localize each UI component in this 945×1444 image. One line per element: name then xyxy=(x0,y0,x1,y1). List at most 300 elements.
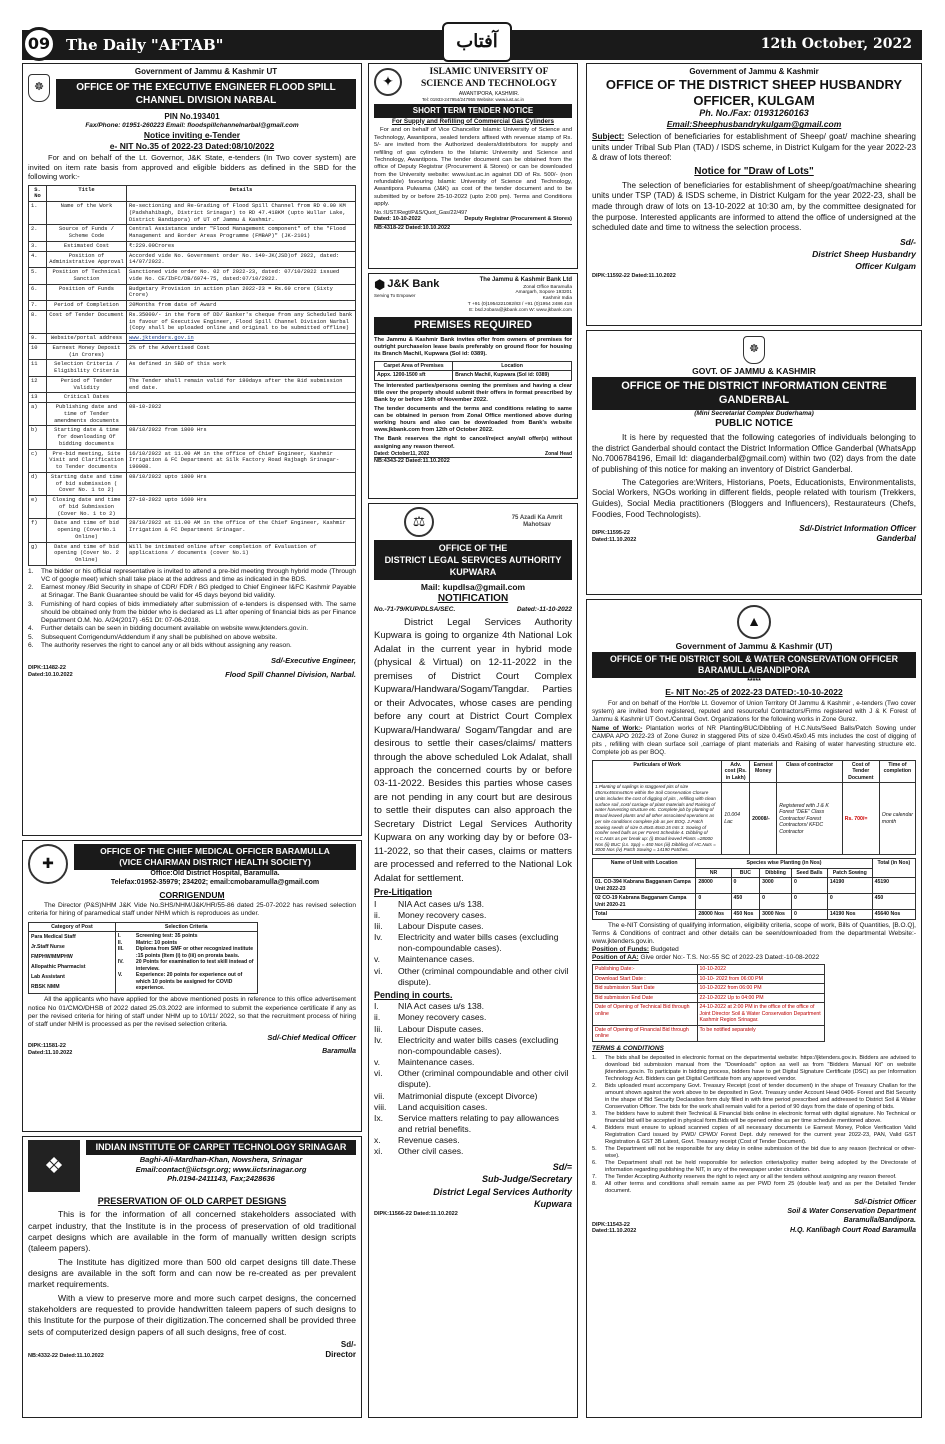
cell-sno: 4. xyxy=(29,251,47,268)
premises-table xyxy=(374,361,572,381)
signature-2: Flood Spill Channel Division, Narbal. xyxy=(225,669,356,679)
mail: Mail: kupdlsa@gmail.com xyxy=(420,582,526,593)
species-col: Dibbling xyxy=(760,868,792,878)
cell-title: Position of Funds xyxy=(47,284,127,301)
body-text: All the applicants who have applied for the above mentioned posts in reference to this office advertisement notice No 01/CMO/DHSB of 2022 dated 25.03.2022 are informed to submit the experience certificate if any as per the revised criteria for hiring of staff under NHM up to 10/11/ 2022, so that the recruitment process of hiring of staff under NHM is processed as per the revised selection criteria. xyxy=(28,996,356,1029)
body-text: District Legal Services Authority Kupwara is going to organize 4th National Lok Adalat in the current year in hybrid mode (physical & Virtual) on 12-11-2022 in the premises of District Court Complex Kupwara/Handwara/Sogam/Tangdar. Parties or their Advocates, whose cases are pending before any court at District Court Complex Kupwara/Handwara/ Sogam/Tangdar and are desirous to settle their cases/claims/ matters through the above scheduled Lok Adalat, shall approach the concerned courts by or before 03-11-2022. Besides this parties whose cases are not pending in any court but are desirous to settle their disputes can also approach the Secretary District Legal Services Authority Kupwara on any working day by or before 03-11-2022, so that their cases, claims or matters are processed and referred to the National Lok Adalat for settlement. xyxy=(374,616,572,884)
item-text: Money recovery cases. xyxy=(398,909,487,920)
table-cell: 28000 xyxy=(696,878,731,894)
azadi-logo: 75 Azadi Ka Amrit Mahotsav xyxy=(511,514,563,528)
cell-details: Rs.35000/- in the form of DD/ Banker's cheque from any Scheduled bank in favour of Executive Engineer, Flood Spill Channel Division Narbal (Copy shall be uploaded online and original to be submitted offline) xyxy=(127,310,356,333)
office-title xyxy=(74,844,356,870)
para-4: The Bank reserves the right to cancel/reject any/all offer(s) without assigning any reason thereof. xyxy=(374,436,572,450)
pre-litigation-title: Pre-Litigation xyxy=(374,887,432,898)
table-cell: 3000 Nos xyxy=(760,910,792,920)
item-text: Furnishing of hard copies of bids immediately after submission of e-tenders is dispensed with. The same should be obtained only from the bidder who is declared as L1 after opening of financial bids as per Finance Department O.M. No. A/24(2017) -651 Dt: 07-06-2018. xyxy=(41,600,356,625)
email-line: Email:contact@iictsgr.org; www.iictsrinagar.org xyxy=(135,1164,307,1174)
paper-name: The Daily "AFTAB" xyxy=(66,35,224,54)
item-number: ii. xyxy=(374,1012,381,1023)
office-title: OFFICE OF THE DISTRICT INFORMATION CENTRE GANDERBAL xyxy=(592,377,916,411)
schedule-label: Download Start Date : xyxy=(593,974,698,984)
list-item xyxy=(374,1024,572,1035)
cell-title: Starting date and time of bid submission ( Cover No. 1 to 2) xyxy=(47,472,127,495)
signature-4: H.Q. Kanlibagh Court Road Baramulla xyxy=(789,1226,916,1234)
item-number: vii. xyxy=(374,1090,385,1101)
aa-label: Position of AA: xyxy=(592,954,639,962)
species-col: Seed Balls xyxy=(792,868,828,878)
cell-sno: g) xyxy=(29,542,47,565)
list-item xyxy=(28,642,356,650)
bank-phone: T +91 (0)1954221082/83 / +91 (0)1954 2486 418 xyxy=(467,302,572,308)
cell-details: Budgetary Provision in action plan 2022-23 = Rs.60 crore (Sixty Crore) xyxy=(127,284,356,301)
td-class: Registered with J & K Forest "DEE" Class Contractor/ Forest Contractors/ KFDC Contractor xyxy=(777,783,842,855)
item-number: I. xyxy=(374,1001,379,1012)
item-text: The Department shall not be held responsible for selection criteria/policy matter being adopted by the Directorate of information regarding publishing the NIT, in any of the newspaper under circulation. xyxy=(605,1159,916,1173)
td-particulars: 1.Planting of saplings in staggered pits of size 45cmx45cmx45cm within the Soil Conservation Closure Units includes the cost of digging of pits , refilling with clean surface soil ,cost/ carriage of plant materials and Raising of water harvesting structure etc. Complete job by planting of Broad leaved plants and all other associated operations as per site conditions complete job as per BOQ. 2.Patch Sowing seeds of size 0.45x0.45x0.15 mts 3. Sowing of conifer seed balls as per Forest Schedule 4. Dibbling of H.C.Nuts as per break up: (i) Broad leaved Plants =28000 Nos (ii) BUC (Ls. Spp) = 450 Nos (iii) Dibbling of HC.Nuts = 3000 Nos (iv) Patch Sowing = 14190 Patches. xyxy=(593,783,722,855)
dipk-number: DIPK:11482-22 xyxy=(28,665,66,672)
dated: Dated:11.10.2022 xyxy=(592,1228,637,1235)
cell-sno: 13 xyxy=(29,393,47,403)
phone-line: Ph.0194-2411143, Fax;2428636 xyxy=(167,1174,275,1183)
para-3: The tender documents and the terms and conditions relating to same can be obtained in person from Zonal Office mentioned above during working hours and also can be downloaded from Bank's website www.jkbank.com from 12th of October 2022. xyxy=(374,405,572,434)
list-item xyxy=(28,625,356,633)
item-text: Land acquisition cases. xyxy=(398,1101,488,1112)
table-cell: 0 xyxy=(731,878,760,894)
cell-details: 20Months from date of Award xyxy=(127,301,356,311)
criteria-text: Diploma from SMF or other recognized institute :15 points (Item (i) to (iii) on prorata basis. xyxy=(135,946,254,959)
work-label: Name of Work:- xyxy=(592,725,643,733)
list-item xyxy=(592,1181,916,1195)
item-number: I xyxy=(374,898,377,909)
bank-tagline: Serving To Empower xyxy=(374,293,416,299)
list-item xyxy=(374,910,572,921)
table-row xyxy=(29,376,356,393)
table-cell: 0 xyxy=(696,894,731,910)
cell-sno: 8. xyxy=(29,310,47,333)
item-text: The Department will not be responsible for any delay in online submission of the bid due to any reason (technical or other-wise). xyxy=(605,1145,916,1159)
cell-details: 08/10/2022 from 1800 Hrs xyxy=(127,426,356,449)
list-item xyxy=(374,1057,572,1068)
td-doc-cost: Rs. 700/= xyxy=(842,783,879,855)
list-item xyxy=(28,601,356,626)
item-number: Iv. xyxy=(374,932,383,943)
para-1: This is for the information of all concerned stakeholders associated with carpet industry, that the Institute is in the process of preservation of old traditional carpet designs which are available in the form of manually written design scripts (taleem papers). xyxy=(28,1209,356,1254)
para-2: The Institute has digitized more than 500 old carpet designs till date.These designs are available in the soft form and can now be re-created as per prevalent market requirements. xyxy=(28,1256,356,1290)
ad-cmo-baramulla xyxy=(22,840,362,1132)
item-number: Ix. xyxy=(374,1112,384,1123)
schedule-value: 10-10-2022 from 06:00 PM xyxy=(697,984,825,994)
criteria-text: Experience: 20 points for experience out of which 10 points be assigned for COVID experience. xyxy=(135,972,243,992)
univ-contact: Tel: 01933-247954/247955 Website: www.iust.ac.in xyxy=(422,97,524,102)
cell-title: Name of the Work xyxy=(47,202,127,225)
forest-seal-icon: ▲ xyxy=(737,605,771,639)
cell-sno: c) xyxy=(29,449,47,472)
td-carpet-area: Appx. 1200-1500 sft xyxy=(375,371,453,381)
item-text: Other (criminal compoundable and other civil dispute). xyxy=(398,1068,569,1090)
item-number: 3. xyxy=(592,1110,597,1117)
post-item: Lab Assistant xyxy=(31,973,65,980)
bank-name: The Jammu & Kashmir Bank Ltd xyxy=(479,277,572,283)
cell-title: Estimated Cost xyxy=(47,241,127,251)
td-location: Branch Machil, Kupwara (Sol id: 0389) xyxy=(453,371,572,381)
th-criteria: Selection Criteria xyxy=(115,922,257,932)
cell-sno: e) xyxy=(29,496,47,519)
cell-details: www.jktenders.gov.in xyxy=(127,334,356,344)
cell-sno: d) xyxy=(29,472,47,495)
cell-title: Date and time of bid opening (CoverNo.1 Online) xyxy=(47,519,127,542)
table-cell: 02 CO-19 Kabrana Bagganam Campa Unit 2020-21 xyxy=(593,894,696,910)
table-row xyxy=(29,225,356,242)
list-item xyxy=(28,634,356,642)
cell-details: 2% of the Advertised Cost xyxy=(127,343,356,360)
post-item: FMPHW/MMPHW xyxy=(31,953,73,960)
th-time: Time of completion xyxy=(879,760,915,783)
office-title: INDIAN INSTITUTE OF CARPET TECHNOLOGY SRINAGAR xyxy=(86,1140,356,1155)
dated: Dated:10.10.2022 xyxy=(28,672,73,679)
cell-details: Will be intimated online after completion of Evaluation of applications / documents (cover No.1) xyxy=(127,542,356,565)
list-item xyxy=(374,966,572,988)
item-text: The bidder or his official representative is invited to attend a pre-bid meeting through hybrid mode (Through VC of google meet) which shall take place at the address and time as indicated in the BDS. xyxy=(41,567,356,583)
para-2: The Categories are:Writers, Historians, Poets, Educationists, Environmentalists, Social Workers, NGOs working in different fields, people related with tourism (Trekkers, Guides), Social Media practitioners (Bloggers and Influencers), Restaurateurs (Chefs, Foodies, Food Technologists). xyxy=(592,477,916,519)
notice-subtitle: For Supply and Refilling of Commercial Gas Cylinders xyxy=(391,117,554,125)
para-1: The Jammu & Kashmir Bank invites offer from owners of premises for outright purchase/on lease basis preferably on ground floor for housing its Branch Machil, Kupwara (Sol id: 0389). xyxy=(374,337,572,358)
body-text: For and on behalf of Vice Chancellor Islamic University of Science and Technology, Awantipora, sealed tenders affixed with revenue stamp of Rs. 5/- are invited from the Authorized dealers/distributors for supply and refilling of gas cylinders to the Islamic University and Science and Technology, Awantipora. The tender document can be obtained from the office of Deputy Registrar (Procurement & Stores) or can be downloaded from the University website: www.iust.ac.in against DD of Rs. 500/- (non refundable) favouring Islamic University of Science and Technology, Awantipora Pulwama (J&K) as cost of the tender document and to be submitted by or before 25-10-2022 (upto 2:00 pm). Terms and Conditions apply. xyxy=(374,127,572,208)
criteria-list xyxy=(115,932,257,994)
cell-sno: f) xyxy=(29,519,47,542)
table-row xyxy=(29,360,356,377)
table-row xyxy=(29,519,356,542)
item-number: ii. xyxy=(374,909,381,920)
item-number: vi. xyxy=(374,965,383,976)
cell-title: Critical Dates xyxy=(47,393,127,403)
table-row xyxy=(29,334,356,344)
pending-list xyxy=(374,1001,572,1157)
table-cell: 3000 xyxy=(760,878,792,894)
schedule-value: 10-10-2022 xyxy=(697,965,825,975)
tender-table xyxy=(28,185,356,566)
office-line-2: (VICE CHAIRMAN DISTRICT HEALTH SOCIETY) xyxy=(119,857,311,868)
table-cell: 450 xyxy=(731,894,760,910)
table-cell: 45190 xyxy=(872,878,915,894)
item-number: 8. xyxy=(592,1180,597,1187)
para-2: The interested parties/persons owning the premises and having a clear title over the property should submit their offers in format prescribed by Bank by or before 15th of November 2022. xyxy=(374,382,572,403)
list-item xyxy=(592,1111,916,1125)
ad-jk-bank xyxy=(368,273,578,499)
zonal-head: Zonal Head xyxy=(545,450,572,457)
ad-sheep-husbandry xyxy=(586,63,922,326)
cell-details: As defined in SBD of this work xyxy=(127,360,356,377)
cell-sno: b) xyxy=(29,426,47,449)
office-title: OFFICE OF THE DISTRICT SHEEP HUSBANDRY OFFICER, KULGAM xyxy=(605,77,903,108)
item-number: xi. xyxy=(374,1146,383,1157)
notice-title: PRESERVATION OF OLD CARPET DESIGNS xyxy=(97,1196,287,1206)
cell-details: Re-sectioning and Re-Grading of Flood Spill Channel from RD 0.00 KM (Padshahibagh, District Srinagar) to RD 47.418KM (upto Wullar Lake, District Bandipora) of UT of Jammu & Kashmir. xyxy=(127,202,356,225)
item-text: Labour Dispute cases. xyxy=(398,1023,484,1034)
item-text: Electricity and water bills cases (excluding non-compoundable cases). xyxy=(398,1034,559,1056)
signature-2: Sub-Judge/Secretary xyxy=(481,1174,572,1185)
dated: Dated: 10-10-2022 xyxy=(374,216,421,223)
cell-sno: 3. xyxy=(29,241,47,251)
item-text: The Tender Accepting Authority reserves the right to reject any or all the tenders without assigning any reason thereof. xyxy=(605,1173,897,1180)
dipk-number: DIPK:11595-22 xyxy=(592,530,630,537)
cell-details: 27-10-2022 upto 1600 Hrs xyxy=(127,496,356,519)
office-address: Baghi-Ali-Mardhan-Khan, Nowshera, Srinagar xyxy=(139,1155,303,1165)
cell-sno: 2. xyxy=(29,225,47,242)
item-number: 5. xyxy=(592,1145,597,1152)
office-line-2: DISTRICT LEGAL SERVICES AUTHORITY xyxy=(384,555,562,566)
bank-email: E: bsd.zobara@jkbank.com W: www.jkbank.com xyxy=(469,308,572,314)
notice-title: SHORT TERM TENDER NOTICE xyxy=(374,104,572,118)
dated: Dated:11.10.2022 xyxy=(28,1049,73,1056)
item-text: The authority reserves the right to cancel any or all bids without assigning any reason. xyxy=(41,641,292,649)
item-number: viii. xyxy=(374,1101,387,1112)
th-location: Location xyxy=(453,361,572,371)
table-cell: 0 xyxy=(827,894,872,910)
th-category: Category of Post xyxy=(29,922,116,932)
schedule-value: 10-10- 2022 from 06:00 PM xyxy=(697,974,825,984)
table-cell: 0 xyxy=(792,878,828,894)
signature-2: Soil & Water Conservation Department xyxy=(787,1208,916,1216)
table-cell: 28000 Nos xyxy=(696,910,731,920)
criteria-item xyxy=(118,959,255,972)
table-row xyxy=(593,878,916,894)
subject-text: Selection of beneficiaries for establishment of Sheep/ goat/ machine shearing units under Tribal Sub Plan (TAD) / ISDS scheme, in District Kulgam for the year 2022-23 & draw of lots thereof: xyxy=(592,132,916,163)
item-number: 4. xyxy=(28,625,34,633)
item-number: 1. xyxy=(592,1054,597,1061)
td-adv-cost: 10.004 Lac xyxy=(722,783,750,855)
item-number: v. xyxy=(374,1057,381,1068)
cell-title: Position of Technical Sanction xyxy=(47,268,127,285)
item-text: Other (criminal compoundable and other civil dispute). xyxy=(398,965,569,987)
dipk-number: DIPK:11543-22 xyxy=(592,1221,630,1228)
notice-title: NOTIFICATION xyxy=(437,593,509,605)
cell-title: Closing date and time of bid Submission (Cover No. 1 to 2) xyxy=(47,496,127,519)
table-row xyxy=(593,910,916,920)
th-doc-cost: Cost of Tender Document xyxy=(842,760,879,783)
list-item xyxy=(374,1102,572,1113)
post-item: Para Medical Staff xyxy=(31,934,76,941)
ad-dlsa-kupwara xyxy=(368,503,578,1418)
criteria-num: I. xyxy=(117,933,121,940)
contact-line: Fax/Phone: 01951-260223 Email: floodspillchannelnarbal@gmail.com xyxy=(85,122,299,129)
item-text: Subsequent Corrigendum/Addendum if any shall be published on above website. xyxy=(41,633,278,641)
email: Email:Sheephusbandrykulgam@gmail.com xyxy=(666,119,842,130)
issue-date: 12th October, 2022 xyxy=(760,36,912,53)
table-row xyxy=(29,310,356,333)
office-address: Office:Old District Hospital, Baramulla. xyxy=(150,870,280,878)
cell-sno: 5. xyxy=(29,268,47,285)
signature-2: Director xyxy=(325,1350,356,1360)
list-item xyxy=(374,1012,572,1023)
criteria-text: 20 Points for examination to test skill instead of interview. xyxy=(135,959,254,972)
table-cell: 0 xyxy=(792,894,828,910)
table-cell: 450 Nos xyxy=(731,910,760,920)
office-line-3: KUPWARA xyxy=(449,567,497,578)
list-item xyxy=(374,1001,572,1012)
dlsa-seal-icon: ⚖ xyxy=(404,507,434,537)
cell-sno: 9. xyxy=(29,334,47,344)
state-emblem-icon: ☸ xyxy=(743,336,765,364)
criteria-item xyxy=(118,972,255,992)
item-text: Other civil cases. xyxy=(398,1146,464,1157)
list-item xyxy=(374,1113,572,1135)
table-row xyxy=(29,403,356,426)
dipk-number: DIPK:11581-22 xyxy=(28,1042,66,1049)
signature-1: Sd/- xyxy=(340,1340,356,1350)
table-cell: 14190 xyxy=(827,878,872,894)
item-number: 6. xyxy=(28,641,34,649)
cell-details: 08/10/2022 upto 1800 Hrs xyxy=(127,472,356,495)
cell-sno: 1. xyxy=(29,202,47,225)
criteria-num: V. xyxy=(117,972,123,979)
item-text: Electricity and water bills cases (excluding non-compoundable cases). xyxy=(398,932,559,954)
post-item: Jr.Staff Nurse xyxy=(31,944,65,951)
list-item xyxy=(592,1083,916,1111)
item-number: 1. xyxy=(28,567,34,575)
criteria-table xyxy=(28,922,258,995)
item-text: All other terms and conditions shall remain same as per PWD form 25 (double leaf) and as per the Detailed Tender document. xyxy=(605,1180,916,1194)
item-text: Maintenance cases. xyxy=(398,954,475,965)
table-row xyxy=(29,496,356,519)
cell-sno: 7. xyxy=(29,301,47,311)
carpet-logo-icon: ❖ xyxy=(28,1140,80,1192)
item-text: Earnest money /Bid Security in shape of CDR/ FDR / BG pledged to Chief Engineer I&FC Kashmir Payable at Srinagar. The Bank Guarantee should be valid for 45 days beyond bid validity. xyxy=(41,584,356,600)
bank-logo-icon: ⬢ xyxy=(374,277,386,292)
office-sub: (Mini Secretariat Complex Duderhama) xyxy=(694,410,814,418)
reference-no: No.:IUST/Regt/P&S/Quot_Gas/22/497 xyxy=(374,209,468,216)
schedule-label: Date of Opening of Technical Bid through online xyxy=(593,1003,698,1026)
cell-details: Accorded vide No. Government order No. 149-JK(JSD)of 2022, dated: 14/07/2022. xyxy=(127,251,356,268)
gov-line: GOVT. OF JAMMU & KASHMIR xyxy=(692,366,816,376)
pending-title: Pending in courts. xyxy=(374,989,453,1000)
criteria-text: Matric: 10 points xyxy=(135,939,178,946)
bank-brand: J&K Bank xyxy=(387,278,440,291)
table-cell: 14190 Nos xyxy=(827,910,872,920)
item-number: 6. xyxy=(592,1159,597,1166)
th-species: Species wise Planting (in Nos) xyxy=(696,859,872,869)
table-row xyxy=(29,542,356,565)
dated: Dated: October11, 2022 xyxy=(374,450,430,457)
list-item xyxy=(374,1146,572,1157)
criteria-num: II. xyxy=(117,939,123,946)
zone-line-3: Kashmir India xyxy=(542,296,572,302)
nhm-seal-icon: ✚ xyxy=(28,844,68,884)
item-number: v. xyxy=(374,954,381,965)
list-item xyxy=(374,1135,572,1146)
office-line-1: OFFICE OF THE xyxy=(438,543,508,553)
intro-text: The Director (P&S)NHM J&K Vide No.SHS/NHM/J&K/HR/55-86 dated 25-07-2022 has revised selection criteria for hiring of paramedical staff under NHM which is reproduces as under. xyxy=(28,902,356,918)
table-row xyxy=(29,284,356,301)
contact-line: Telefax:01952-35979; 234202; email:cmobaramulla@gmail.com xyxy=(110,878,320,886)
cell-title: Period of Completion xyxy=(47,301,127,311)
th-adv-cost: Adv. cost (Rs. in Lakh) xyxy=(722,760,750,783)
cell-title: Source of Funds / Scheme Code xyxy=(47,225,127,242)
list-item xyxy=(592,1146,916,1160)
notice-title: Notice inviting e-Tender xyxy=(143,130,241,141)
terms-list xyxy=(592,1055,916,1195)
office-title xyxy=(374,540,572,580)
nb-number: NB:4343-22 Dated:11.10.2022 xyxy=(374,457,572,465)
zone-line-1: Zonal Office Baramulla xyxy=(523,284,572,290)
item-text: Revenue cases. xyxy=(398,1135,460,1146)
item-text: Bids uploaded must accompany Govt. Treasury Receipt (cost of tender document) in the shape of Treasury Challan for the amount shown against the work above to be deposited in Govt. Treasury under Account Head 0406- Forest and Bid Security in the shape of Bid Security Declaration form duly filled in with time period prescribed and addressed to District Soil & Water Conservation Officer. The bids for the work shall remain valid for a period of 90 days from the date of opening of bids. xyxy=(605,1082,916,1110)
table-row xyxy=(29,426,356,449)
table-row xyxy=(593,984,825,994)
list-item xyxy=(28,584,356,600)
cell-title: Pre-bid meeting, Site Visit and Clarification to Tender documents xyxy=(47,449,127,472)
phone: Ph. No./Fax: 01931260163 xyxy=(699,108,809,119)
item-number: 2. xyxy=(592,1082,597,1089)
item-number: Iii. xyxy=(374,1023,383,1034)
paper-logo: آفتاب xyxy=(442,22,512,62)
notice-title: PREMISES REQUIRED xyxy=(374,317,572,335)
signature-2: Baramulla xyxy=(322,1047,356,1055)
signature-4: Kupwara xyxy=(533,1199,572,1210)
cell-sno: 6. xyxy=(29,284,47,301)
table-cell: 01. CO-394 Kabrana Bagganam Campa Unit 2022-23 xyxy=(593,878,696,894)
th-total: Total (in Nos) xyxy=(872,859,915,878)
masthead xyxy=(22,30,922,60)
list-item xyxy=(374,1091,572,1102)
cell-title: Position of Administrative Approval xyxy=(47,251,127,268)
office-line-1: OFFICE OF THE CHIEF MEDICAL OFFICER BARAMULLA xyxy=(100,846,330,856)
list-item xyxy=(374,954,572,965)
item-text: Bidders must ensure to upload scanned copies of all necessary documents i.e Earnest Money, Police Verification Valid Registration Card issued by PWD/ CPWD/ Forest Dept. duly renewed for the current year 2022-23, PAN, Valid GST Registration & GST 3B Latest, Govt. Treasury receipt (Cost of Tender Document). xyxy=(605,1124,916,1145)
notice-title: Notice for "Draw of Lots" xyxy=(694,166,814,178)
tender-table-body xyxy=(29,202,356,566)
th-unit: Name of Unit with Location xyxy=(593,859,696,878)
list-item xyxy=(374,899,572,910)
item-text: Service matters relating to pay allowances and retrial benefits. xyxy=(398,1112,559,1135)
item-text: Maintenance cases. xyxy=(398,1057,475,1068)
office-title: OFFICE OF THE EXECUTIVE ENGINEER FLOOD SPILL CHANNEL DIVISION NARBAL xyxy=(56,79,356,109)
cell-details: Sanctioned vide order No. 02 of 2022-23, dated: 07/10/2022 issued vide No. CE/IbFC/DB/6974-75, dated:07/10/2022. xyxy=(127,268,356,285)
gov-line: Government of Jammu & Kashmir (UT) xyxy=(675,641,833,651)
species-table xyxy=(592,858,916,920)
signature-3: District Legal Services Authority xyxy=(433,1186,572,1197)
species-col: BUC xyxy=(731,868,760,878)
schedule-label: Publishing Date:- xyxy=(593,965,698,975)
nit-number: E- NIT No:-25 of 2022-23 DATED:-10-10-2022 xyxy=(665,687,843,698)
dated: Dated:11.10.2022 xyxy=(592,537,637,544)
list-item xyxy=(592,1160,916,1174)
criteria-item xyxy=(118,946,255,959)
cell-title: Website/portal address xyxy=(47,334,127,344)
funds-label: Position of Funds: xyxy=(592,946,650,954)
species-col: NR xyxy=(696,868,731,878)
cell-sno: 10 xyxy=(29,343,47,360)
table-cell: Total xyxy=(593,910,696,920)
notice-title: PUBLIC NOTICE xyxy=(715,418,793,430)
cell-title: Selection Criteria / Eligibility Criteria xyxy=(47,360,127,377)
reference-no: No.-71-79/KUP/DLSA/SEC. xyxy=(374,605,456,613)
item-number: 5. xyxy=(28,633,34,641)
th-carpet-area: Carpet Area of Premises xyxy=(375,361,453,371)
cell-title: Publishing date and time of Tender amendments documents xyxy=(47,403,127,426)
criteria-num: IV. xyxy=(117,959,124,966)
work-table xyxy=(592,760,916,855)
signature-1: Sd/= xyxy=(552,1161,572,1172)
table-row xyxy=(29,251,356,268)
th-particulars: Particulars of Work xyxy=(593,760,722,783)
table-row xyxy=(593,965,825,975)
tender-points xyxy=(28,568,356,650)
body-text: The selection of beneficiaries for establishment of sheep/goat/machine shearing units under TSP (TAD) & ISDS scheme, in District Kulgam for the year 2022-23, shall be made through draw of lots on 13-10-2022 at 10:30 am, by the committee designated for the purpose. Interested applicants are informed to attend the office of undersigned at the scheduled date and time to witness the selection process. xyxy=(592,180,916,233)
item-number: x. xyxy=(374,1135,381,1146)
gov-line: Government of Jammu & Kashmir xyxy=(689,67,819,76)
para-1: It is here by requested that the following categories of individuals belonging to the district Ganderbal should contact the District Information Office Ganderbal (WhatsApp No.7006784196, Email Id: diaganderbal@gmail.com) within two (02) days from the date of publishing of this notice for making an inventory of District Ganderbal. xyxy=(592,432,916,474)
schedule-value: To be notified separately xyxy=(697,1025,825,1041)
